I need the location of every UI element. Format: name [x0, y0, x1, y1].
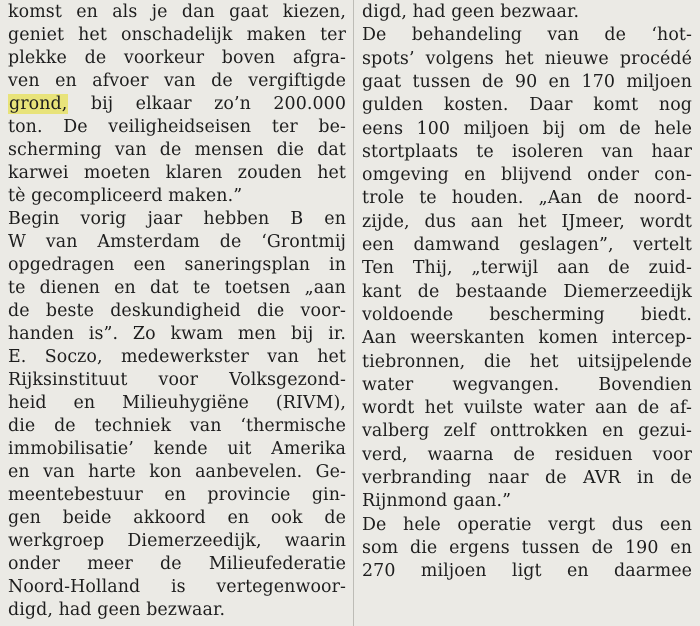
text-line: scherming van de mensen die dat — [8, 140, 346, 160]
text-line: gulden kosten. Daar komt nog — [362, 95, 692, 116]
text-line: heid en Milieuhygiëne (RIVM), — [8, 393, 346, 413]
text-line: trole te houden. „Aan de noord- — [362, 188, 692, 209]
text-line: de beste deskundigheid die voor- — [8, 301, 346, 321]
text-line: 270 miljoen ligt en daarmee — [362, 561, 692, 582]
text-line: Rijnmond gaan.” — [362, 491, 512, 512]
text-line: verd, waarna de residuen voor — [362, 444, 692, 465]
text-line: gen beide akkoord en ook de — [8, 508, 346, 528]
text-line: opgedragen een saneringsplan in — [8, 255, 346, 275]
text-line: W van Amsterdam de ‘Grontmij — [8, 232, 346, 252]
text-line: valberg zelf onttrokken en gezui- — [362, 421, 692, 442]
text-line: ven en afvoer van de vergiftigde — [8, 71, 346, 91]
text-line — [8, 92, 346, 116]
text-line: komst en als je dan gaat kiezen, — [8, 2, 346, 22]
text-line: eens 100 miljoen bij om de hele — [362, 118, 692, 139]
text-line: Begin vorig jaar hebben B en — [8, 209, 346, 229]
text-line: handen is”. Zo kwam men bij ir. — [8, 324, 346, 344]
text-line: karwei moeten klaren zouden het — [8, 163, 346, 183]
text-line: spots’ volgens het nieuwe procédé — [362, 48, 692, 69]
text-line: Aan weerskanten komen intercep- — [362, 328, 692, 349]
text-line: De hele operatie vergt dus een — [362, 514, 692, 535]
text-line: werkgroep Diemerzeedijk, waarin — [8, 531, 346, 551]
text-line: De behandeling van de ‘hot- — [362, 25, 692, 46]
text-line: verbranding naar de AVR in de — [362, 468, 692, 488]
line-text: bij elkaar zo’n 200.000 — [68, 94, 346, 114]
text-line: Noord-Holland is vertegenwoor- — [8, 577, 346, 597]
text-line: gaat tussen de 90 en 170 miljoen — [362, 71, 692, 92]
text-line: ton. De veiligheidseisen ter be- — [8, 117, 346, 137]
text-line: kant de bestaande Diemerzeedijk — [362, 281, 692, 302]
text-line: geniet het onschadelijk maken ter — [8, 25, 346, 45]
text-line: onder meer de Milieufederatie — [8, 554, 346, 574]
text-line: tè gecompliceerd maken.” — [8, 186, 243, 206]
text-line: water wegvangen. Bovendien — [362, 374, 692, 395]
text-line: te dienen en dat te toetsen „aan — [8, 278, 346, 298]
text-line: som die ergens tussen de 190 en — [362, 537, 692, 558]
text-line: immobilisatie’ kende uit Amerika — [8, 439, 346, 459]
text-line: Ten Thij, „terwijl aan de zuid- — [362, 258, 692, 279]
text-line: tiebronnen, die het uitsijpelende — [362, 351, 692, 372]
text-line: Rijksinstituut voor Volksgezond- — [8, 370, 346, 390]
text-line: stortplaats te isoleren van haar — [362, 141, 692, 162]
text-line: voldoende bescherming biedt. — [362, 304, 692, 325]
highlighted-word: grond, — [9, 94, 68, 114]
text-line: een damwand geslagen”, vertelt — [362, 235, 692, 255]
text-line: wordt het vuilste water aan de af- — [362, 398, 692, 419]
text-line: zijde, dus aan het IJmeer, wordt — [362, 211, 692, 232]
text-line: E. Soczo, medewerkster van het — [8, 347, 346, 367]
text-line: digd, had geen bezwaar. — [8, 600, 226, 620]
text-line: die de techniek van ‘thermische — [8, 416, 346, 436]
text-line: omgeving en blijvend onder con- — [362, 165, 692, 186]
text-line: meentebestuur en provincie gin- — [8, 485, 346, 505]
text-line: en van harte kon aanbevelen. Ge- — [8, 462, 346, 482]
text-line: digd, had geen bezwaar. — [362, 2, 580, 22]
column-divider — [353, 0, 354, 626]
text-line: plekke de voorkeur boven afgra- — [8, 48, 346, 68]
